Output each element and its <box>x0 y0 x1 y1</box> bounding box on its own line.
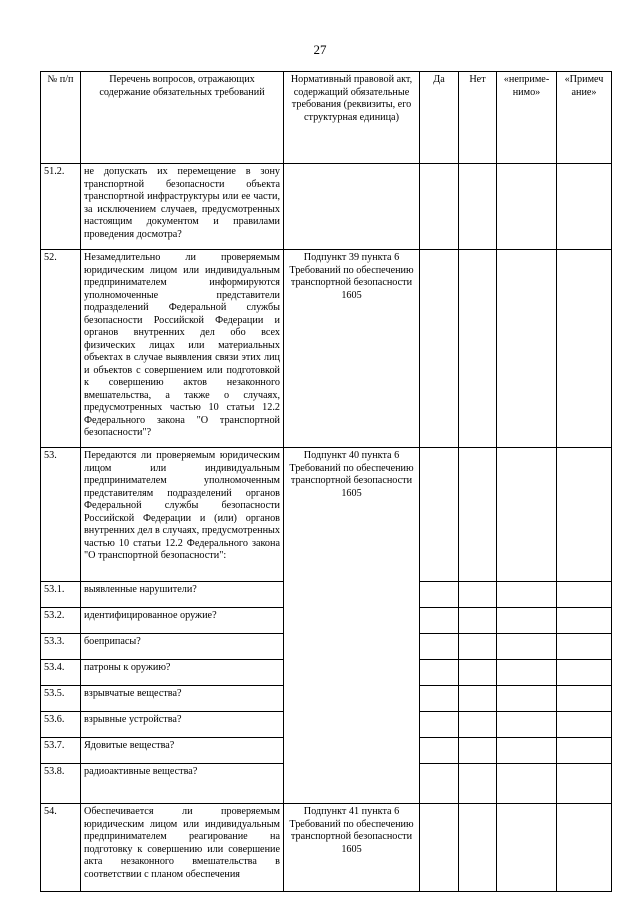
row-yes-cell <box>420 712 459 738</box>
table-row <box>41 164 612 250</box>
row-yes-cell <box>420 804 459 892</box>
row-no-cell <box>459 660 497 686</box>
row-number: 53.6. <box>41 712 81 738</box>
row-question: не допускать их перемещение в зону транспортной безопасности объекта транспортной инфраструктуры или ее части, за исключением случаев, предусмотренных настоящим документом и правилами проведения досмотра? <box>81 164 284 250</box>
row-na-cell <box>497 764 557 804</box>
row-na-cell <box>497 582 557 608</box>
row-note-cell <box>557 712 612 738</box>
row-question: Ядовитые вещества? <box>81 738 284 764</box>
row-question: патроны к оружию? <box>81 660 284 686</box>
row-note-cell <box>557 448 612 582</box>
header-no: Нет <box>459 72 497 164</box>
row-na-cell <box>497 686 557 712</box>
row-normative-act <box>284 164 420 250</box>
row-yes-cell <box>420 660 459 686</box>
row-note-cell <box>557 764 612 804</box>
table-header-row <box>41 72 612 164</box>
row-no-cell <box>459 164 497 250</box>
row-na-cell <box>497 608 557 634</box>
row-normative-act: Подпункт 41 пункта 6 Требований по обеспечению транспортной безопасности 1605 <box>284 804 420 892</box>
row-na-cell <box>497 660 557 686</box>
header-note: «Примеч ание» <box>557 72 612 164</box>
row-no-cell <box>459 448 497 582</box>
row-note-cell <box>557 164 612 250</box>
row-no-cell <box>459 804 497 892</box>
row-question: Обеспечивается ли проверяемым юридическим лицом или индивидуальным предпринимателем реагирование на подготовку к совершению или совершение акта незаконного вмешательства в соответствии с планом обеспечения <box>81 804 284 892</box>
row-no-cell <box>459 608 497 634</box>
header-num: № п/п <box>41 72 81 164</box>
row-yes-cell <box>420 686 459 712</box>
row-note-cell <box>557 608 612 634</box>
row-yes-cell <box>420 634 459 660</box>
row-number: 53.7. <box>41 738 81 764</box>
row-question: боеприпасы? <box>81 634 284 660</box>
row-note-cell <box>557 582 612 608</box>
row-normative-act: Подпункт 40 пункта 6 Требований по обеспечению транспортной безопасности 1605 <box>284 448 420 804</box>
row-question: радиоактивные вещества? <box>81 764 284 804</box>
row-question: Незамедлительно ли проверяемым юридическим лицом или индивидуальным предпринимателем информируются уполномоченные представители подразделений Федеральной службы безопасности Российской Федерации и органов внутренних дел обо всех физических лицах или материальных объектах в случае выявления связи этих лиц и объектов с совершением или подготовкой к совершению актов незаконного вмешательства, а также о случаях, предусмотренных частью 10 статьи 12.2 Федерального закона "О транспортной безопасности"? <box>81 250 284 448</box>
row-yes-cell <box>420 448 459 582</box>
row-number: 53.5. <box>41 686 81 712</box>
row-na-cell <box>497 634 557 660</box>
row-note-cell <box>557 686 612 712</box>
row-number: 51.2. <box>41 164 81 250</box>
row-note-cell <box>557 804 612 892</box>
row-yes-cell <box>420 608 459 634</box>
header-questions: Перечень вопросов, отражающих содержание обязательных требований <box>81 72 284 164</box>
row-number: 53.2. <box>41 608 81 634</box>
row-na-cell <box>497 448 557 582</box>
row-na-cell <box>497 712 557 738</box>
row-no-cell <box>459 582 497 608</box>
row-yes-cell <box>420 164 459 250</box>
row-note-cell <box>557 738 612 764</box>
header-yes: Да <box>420 72 459 164</box>
row-question: Передаются ли проверяемым юридическим лицом или индивидуальным предпринимателем уполномоченным представителям подразделений органов Федеральной службы безопасности Российской Федерации и (или) органов внутренних дел в случаях, предусмотренных частью 10 статьи 12.2 Федерального закона "О транспортной безопасности": <box>81 448 284 582</box>
row-number: 53.1. <box>41 582 81 608</box>
row-no-cell <box>459 634 497 660</box>
row-no-cell <box>459 712 497 738</box>
row-number: 52. <box>41 250 81 448</box>
table-row <box>41 250 612 448</box>
row-no-cell <box>459 738 497 764</box>
row-na-cell <box>497 738 557 764</box>
row-question: идентифицированное оружие? <box>81 608 284 634</box>
requirements-table <box>40 71 612 892</box>
header-not-applicable: «неприме-нимо» <box>497 72 557 164</box>
row-normative-act: Подпункт 39 пункта 6 Требований по обеспечению транспортной безопасности 1605 <box>284 250 420 448</box>
table-row <box>41 804 612 892</box>
row-na-cell <box>497 250 557 448</box>
row-yes-cell <box>420 764 459 804</box>
table-row <box>41 448 612 582</box>
header-normative-act: Нормативный правовой акт, содержащий обязательные требования (реквизиты, его структурная единица) <box>284 72 420 164</box>
row-question: взрывные устройства? <box>81 712 284 738</box>
row-na-cell <box>497 164 557 250</box>
row-note-cell <box>557 634 612 660</box>
row-no-cell <box>459 250 497 448</box>
row-no-cell <box>459 686 497 712</box>
row-note-cell <box>557 250 612 448</box>
row-question: выявленные нарушители? <box>81 582 284 608</box>
row-note-cell <box>557 660 612 686</box>
row-number: 53.8. <box>41 764 81 804</box>
row-number: 53.3. <box>41 634 81 660</box>
row-yes-cell <box>420 582 459 608</box>
row-number: 54. <box>41 804 81 892</box>
row-question: взрывчатые вещества? <box>81 686 284 712</box>
row-number: 53. <box>41 448 81 582</box>
row-number: 53.4. <box>41 660 81 686</box>
row-no-cell <box>459 764 497 804</box>
row-yes-cell <box>420 738 459 764</box>
row-na-cell <box>497 804 557 892</box>
page-number: 27 <box>313 42 327 57</box>
row-yes-cell <box>420 250 459 448</box>
